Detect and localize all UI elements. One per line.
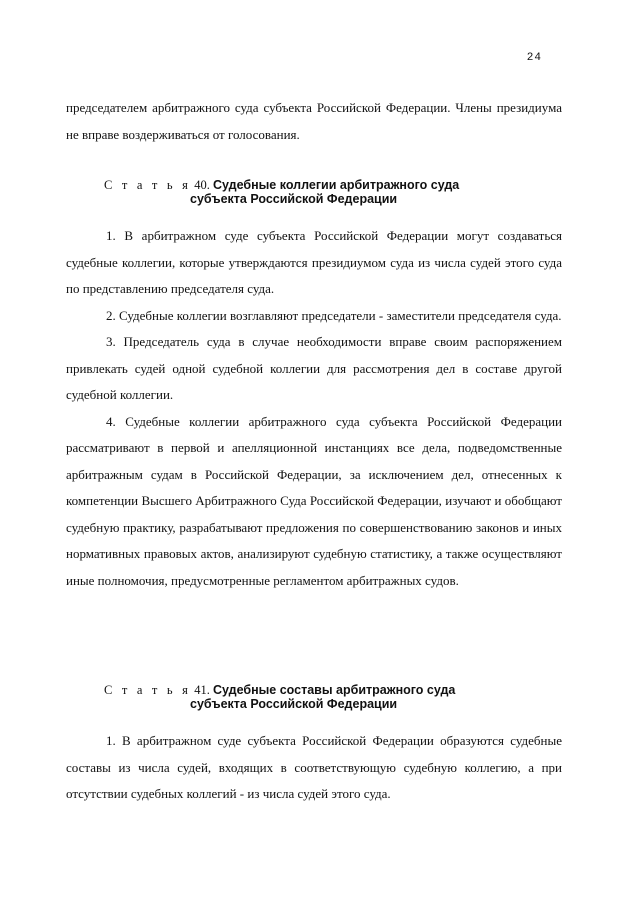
article-41-body [66, 728, 562, 808]
article-40-paragraph-4: 4. Судебные коллегии арбитражного суда субъекта Российской Федерации рассматривают в первой и апелляционной инстанциях все дела, подведомственные арбитражным судам в Российской Федерации, за исключением дел, отнесенных к компетенции Высшего Арбитражного Суда Российской Федерации, изучают и обобщают судебную практику, разрабатывают предложения по совершенствованию законов и иных нормативных правовых актов, анализируют судебную статистику, а также осуществляют иные полномочия, предусмотренные регламентом арбитражных судов. [66, 413, 562, 588]
article-number: 41. [194, 683, 210, 697]
article-label: С т а т ь я [104, 683, 192, 697]
article-title-line2: субъекта Российской Федерации [190, 192, 398, 206]
article-40-heading [104, 178, 544, 206]
article-40-body [66, 223, 562, 594]
article-title-line1: Судебные составы арбитражного суда [212, 683, 456, 697]
article-40-paragraph-3: 3. Председатель суда в случае необходимости вправе своим распоряжением привлекать судей одной судебной коллегии для рассмотрения дел в составе другой судебной коллегии. [66, 334, 562, 402]
article-title-line2: субъекта Российской Федерации [190, 697, 398, 711]
article-40-paragraph-2: 2. Судебные коллегии возглавляют председатели - заместители председателя суда. [106, 307, 562, 323]
article-label: С т а т ь я [104, 178, 192, 192]
intro-paragraph-block [66, 95, 562, 148]
intro-paragraph: председателем арбитражного суда субъекта Российской Федерации. Члены президиума не вправе воздерживаться от голосования. [66, 100, 562, 142]
article-title-line1: Судебные коллегии арбитражного суда [212, 178, 460, 192]
article-41-heading [104, 683, 544, 711]
article-number: 40. [194, 178, 210, 192]
article-41-paragraph-1: 1. В арбитражном суде субъекта Российской Федерации образуются судебные составы из числа судей, входящих в соответствующую судебную коллегию, а при отсутствии судебных коллегий - из числа судей этого суда. [66, 733, 562, 801]
page-number: 24 [526, 52, 542, 64]
article-40-paragraph-1: 1. В арбитражном суде субъекта Российской Федерации могут создаваться судебные коллегии, которые утверждаются президиумом суда из числа судей этого суда по представлению председателя суда. [66, 228, 562, 296]
